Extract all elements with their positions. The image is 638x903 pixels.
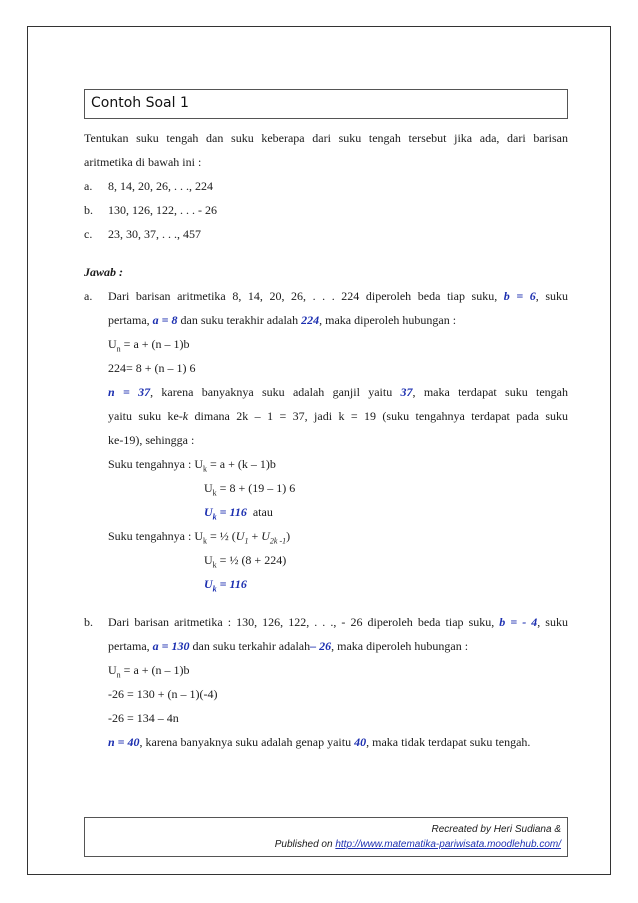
n-value: 37 [400,385,413,399]
subscript: k [212,560,217,570]
n-value: 40 [354,735,367,749]
text: , karena banyaknya suku adalah genap yaitu [139,735,352,749]
text: = 116 [216,505,247,519]
text: = 8 + (19 – 1) 6 [216,481,296,495]
answer-a-line-5 [108,385,568,399]
option-marker: c. [84,227,93,241]
text: = 116 [216,577,247,591]
text: , suku [535,289,569,303]
text: U [204,505,213,519]
option-marker: a. [84,179,93,193]
subscript: 1 [244,536,249,546]
title-box [84,89,568,119]
answer-a-marker: a. [84,289,93,303]
formula-line [204,505,273,522]
formula-line [108,457,276,474]
text: U [261,529,270,543]
text: Dari barisan aritmetika 8, 14, 20, 26, . . . 224 diperoleh beda tiap suku, [108,289,498,303]
text: atau [252,505,273,519]
subscript: n [116,670,121,680]
text: U [235,529,245,543]
section-title: Contoh Soal 1 [91,95,189,111]
answer-a-line-1 [108,289,568,303]
text: , suku [537,615,568,629]
text: = a + (n – 1)b [120,663,190,677]
text: = a + (k – 1)b [207,457,276,471]
text: Published on [274,839,333,850]
option-marker: b. [84,203,93,217]
footer-published [275,839,561,850]
answer-b-line-1 [108,615,568,629]
intro-line-2: aritmetika di bawah ini : [84,155,202,169]
text: = ½ ( [207,529,236,543]
subscript: k [212,488,217,498]
option-text: 8, 14, 20, 26, . . ., 224 [108,179,213,193]
text: , karena banyaknya suku adalah ganjil yaitu [150,385,393,399]
option-b [84,203,217,217]
formula-line [204,481,296,498]
option-a [84,179,213,193]
text: Dari barisan aritmetika : 130, 126, 122, . . ., - 26 diperoleh beda tiap suku, [108,615,495,629]
formula-line [108,337,190,354]
text: , maka diperoleh hubungan : [331,639,469,653]
subscript: k [212,584,217,594]
subscript: n [116,344,121,354]
first-term-value: a = 130 [152,639,190,653]
text: , maka diperoleh hubungan : [319,313,457,327]
text: k [182,409,189,423]
subscript: k [203,536,207,546]
subscript: k [203,464,207,474]
answer-a-line-7: ke-19), sehingga : [108,433,195,447]
text: U [204,577,213,591]
text: yaitu suku ke- [108,409,183,423]
subscript: k [212,512,217,522]
text: = a + (n – 1)b [120,337,190,351]
text: U [204,481,213,495]
formula-line [204,553,287,570]
formula-line [108,663,190,680]
n-value: n = 40 [108,735,140,749]
option-text: 23, 30, 37, . . ., 457 [108,227,201,241]
answer-b-marker: b. [84,615,93,629]
result [204,505,247,522]
option-text: 130, 126, 122, . . . - 26 [108,203,217,217]
answer-a-line-6 [108,409,568,423]
answer-b-line-2 [108,639,468,653]
text: Suku tengahnya : U [108,529,203,543]
text: pertama, [108,313,150,327]
last-term-value: – 26 [310,639,332,653]
text: = ½ (8 + 224) [216,553,287,567]
text: ) [286,529,291,543]
text: , maka tidak terdapat suku tengah. [366,735,531,749]
text: pertama, [108,639,150,653]
formula-line: -26 = 130 + (n – 1)(-4) [108,687,218,701]
option-c [84,227,201,241]
text: dan suku terkahir adalah [192,639,311,653]
n-value: n = 37 [108,385,151,399]
answer-a-line-2 [108,313,456,327]
formula-line [108,529,291,546]
text: dan suku terakhir adalah [180,313,299,327]
formula-line: 224= 8 + (n – 1) 6 [108,361,196,375]
text: , maka terdapat suku tengah [412,385,569,399]
footer-credit: Recreated by Heri Sudiana & [431,824,561,835]
result [204,577,247,594]
difference-value: b = 6 [503,289,536,303]
subscript: 2k -1 [269,536,287,546]
last-term-value: 224 [301,313,320,327]
footer-box [84,817,568,857]
text: + [248,529,262,543]
difference-value: b = - 4 [499,615,538,629]
text: U [108,337,117,351]
intro-line-1: Tentukan suku tengah dan suku keberapa dari suku tengah tersebut jika ada, dari barisan [84,131,568,145]
formula-line: -26 = 134 – 4n [108,711,179,725]
answer-heading: Jawab : [84,265,123,279]
text: dimana 2k – 1 = 37, jadi k = 19 (suku tengahnya terdapat pada suku [194,409,568,423]
text: Suku tengahnya : U [108,457,203,471]
text: U [108,663,117,677]
answer-b-line-6 [108,735,530,749]
footer-link[interactable]: http://www.matematika-pariwisata.moodlehub.com/ [335,839,561,850]
text: U [204,553,213,567]
first-term-value: a = 8 [152,313,178,327]
